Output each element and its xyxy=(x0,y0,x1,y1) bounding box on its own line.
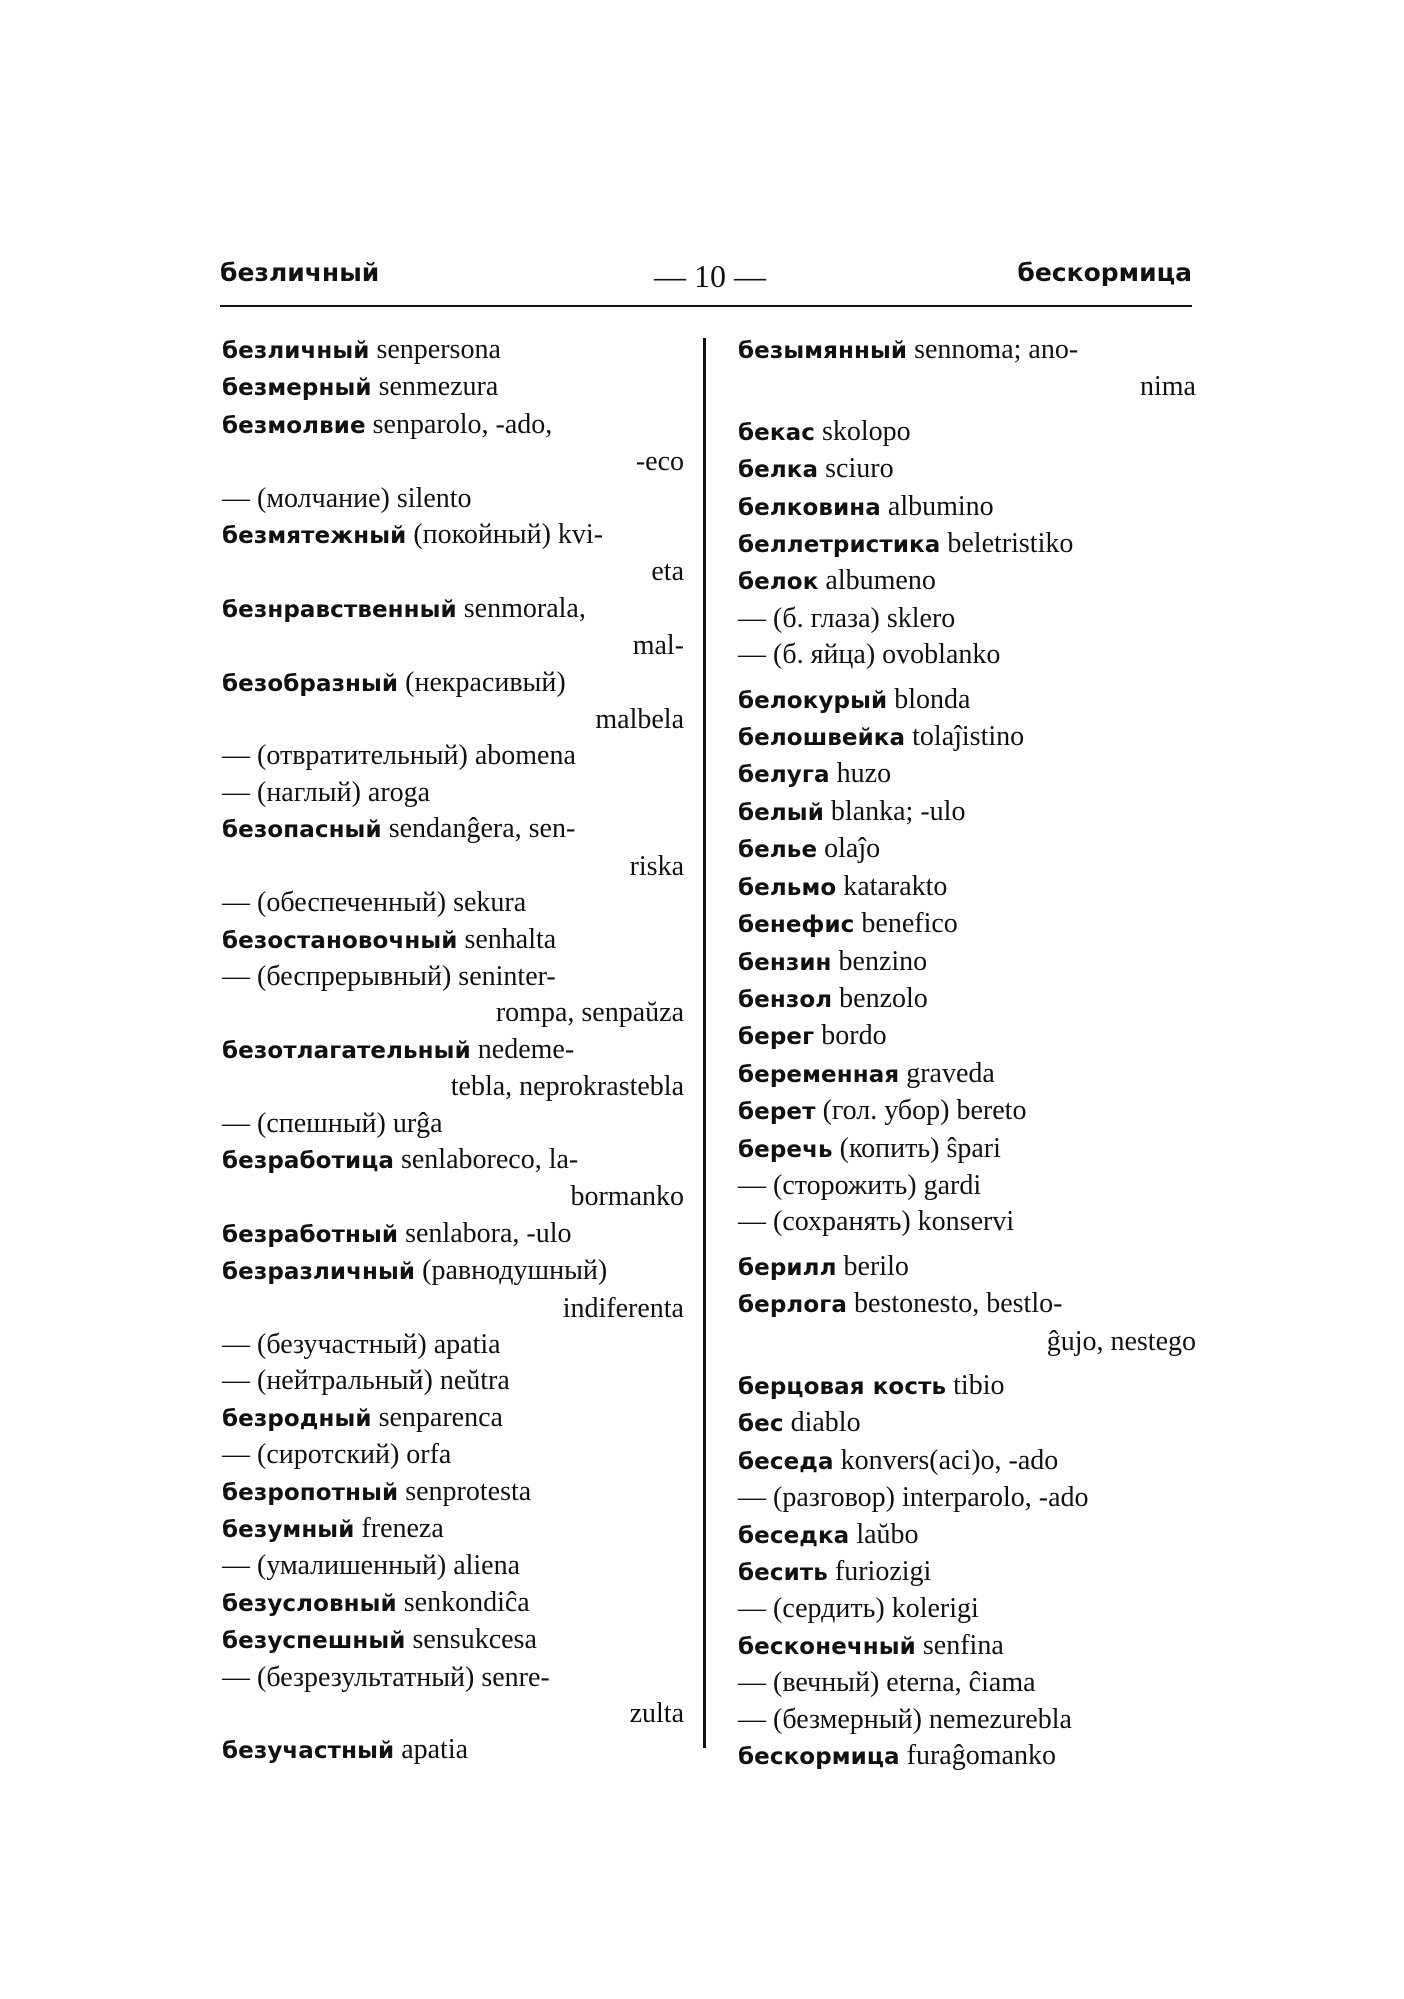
definition: — (разговор) interparolo, -ado xyxy=(738,1482,1089,1514)
dictionary-entry xyxy=(222,1142,684,1216)
dictionary-entry xyxy=(738,1738,1196,1775)
dictionary-entry xyxy=(738,906,1196,943)
dictionary-entry xyxy=(222,811,684,885)
definition: blonda xyxy=(887,683,971,715)
definition: — (нейтральный) neŭtra xyxy=(222,1365,510,1397)
dictionary-entry xyxy=(222,407,684,481)
definition: — (безмерный) nemezurebla xyxy=(738,1703,1072,1735)
dictionary-entry xyxy=(738,489,1196,526)
dictionary-entry xyxy=(738,944,1196,981)
definition: albumeno xyxy=(818,565,936,597)
headword: бенефис xyxy=(738,912,855,939)
dictionary-entry xyxy=(738,526,1196,563)
definition-continuation: zulta xyxy=(629,1698,684,1730)
definition: beletristiko xyxy=(940,528,1074,560)
definition: — (б. глаза) sklero xyxy=(738,602,956,634)
headword: белка xyxy=(738,457,819,484)
dictionary-entry xyxy=(222,1032,684,1106)
dictionary-entry xyxy=(222,738,684,774)
headword: безработица xyxy=(222,1147,394,1174)
headword: безучастный xyxy=(222,1738,395,1765)
running-head xyxy=(220,258,1192,298)
definition: senlaboreco, la- xyxy=(393,1143,579,1175)
definition: diablo xyxy=(783,1407,861,1439)
definition: blanka; -ulo xyxy=(823,795,966,827)
dictionary-entry xyxy=(738,831,1196,868)
dictionary-entry xyxy=(738,563,1196,600)
definition: bordo xyxy=(814,1020,887,1052)
definition: furaĝomanko xyxy=(899,1740,1056,1772)
definition: senfina xyxy=(915,1629,1004,1661)
dictionary-entry xyxy=(738,1056,1196,1093)
headword: беллетристика xyxy=(738,532,941,559)
definition: senparenca xyxy=(371,1401,503,1433)
headword: бензин xyxy=(738,949,832,976)
definition: — (безучастный) apatia xyxy=(222,1328,501,1360)
definition: tolaĵistino xyxy=(905,721,1025,753)
dictionary-entry xyxy=(738,1405,1196,1442)
headword: белошвейка xyxy=(738,725,906,752)
definition: — (отвратительный) abomena xyxy=(222,740,576,772)
dictionary-entry xyxy=(222,1400,684,1437)
dictionary-entry xyxy=(222,1216,684,1253)
definition-continuation: eta xyxy=(651,556,684,588)
headword: безусловный xyxy=(222,1590,397,1617)
definition: huzo xyxy=(829,758,892,790)
dictionary-entry xyxy=(738,451,1196,488)
headword: беседа xyxy=(738,1448,834,1475)
definition: benefico xyxy=(854,908,958,940)
definition: (некрасивый) xyxy=(398,666,566,698)
dictionary-entry xyxy=(738,756,1196,793)
definition: — (сиротский) orfa xyxy=(222,1439,452,1471)
running-head-first-word: безличный xyxy=(220,258,380,287)
definition: olaĵo xyxy=(817,833,881,865)
dictionary-entry xyxy=(738,1628,1196,1665)
dictionary-entry xyxy=(222,481,684,517)
definition: — (безрезультатный) senre- xyxy=(222,1661,550,1693)
dictionary-entry xyxy=(222,1106,684,1142)
definition: tibio xyxy=(946,1369,1005,1401)
headword: беседка xyxy=(738,1522,850,1549)
headword: берег xyxy=(738,1024,815,1051)
dictionary-entry xyxy=(738,332,1196,406)
headword: безуспешный xyxy=(222,1628,406,1655)
left-column xyxy=(222,332,684,1770)
definition-continuation: tebla, neprokrastebla xyxy=(450,1071,684,1103)
headword: безработный xyxy=(222,1221,399,1248)
headword: бесконечный xyxy=(738,1633,916,1660)
dictionary-entry xyxy=(222,1732,684,1769)
headword: берлога xyxy=(738,1292,848,1319)
definition: konvers(aci)o, -ado xyxy=(833,1444,1059,1476)
definition: freneza xyxy=(354,1513,444,1544)
dictionary-entry xyxy=(738,1517,1196,1554)
dictionary-entry xyxy=(738,1702,1196,1738)
dictionary-entry xyxy=(222,885,684,921)
dictionary-entry xyxy=(222,775,684,811)
headword: белок xyxy=(738,569,819,596)
definition: — (наглый) aroga xyxy=(222,776,431,808)
dictionary-entry xyxy=(222,1437,684,1473)
definition: bestonesto, bestlo- xyxy=(847,1288,1063,1320)
definition-continuation: ĝujo, nestego xyxy=(1046,1325,1196,1357)
definition: senlabora, -ulo xyxy=(398,1217,572,1249)
dictionary-entry xyxy=(222,1660,684,1733)
definition: senmorala, xyxy=(456,592,586,624)
page-number: — 10 — xyxy=(654,258,766,294)
headword: белуга xyxy=(738,762,830,789)
definition: (копить) ŝpari xyxy=(832,1132,1001,1164)
definition-continuation: malbela xyxy=(595,704,684,736)
definition: — (молчание) silento xyxy=(222,482,472,514)
definition: senpersona xyxy=(369,334,501,365)
dictionary-entry xyxy=(222,369,684,406)
dictionary-entry xyxy=(738,1249,1196,1286)
dictionary-entry xyxy=(738,1480,1196,1516)
dictionary-entry xyxy=(738,414,1196,451)
definition: — (беспрерывный) seninter- xyxy=(222,960,556,992)
definition: skolopo xyxy=(814,415,911,447)
definition: senparolo, -ado, xyxy=(365,408,553,440)
dictionary-entry xyxy=(738,1168,1196,1204)
definition: — (вечный) eterna, ĉiama xyxy=(738,1667,1036,1699)
definition: furiozigi xyxy=(827,1556,932,1587)
headword: безразличный xyxy=(222,1259,416,1286)
definition-continuation: rompa, senpaŭza xyxy=(495,997,684,1029)
definition: katarakto xyxy=(836,870,948,902)
headword: белковина xyxy=(738,494,881,521)
definition-continuation: bormanko xyxy=(570,1181,684,1213)
dictionary-entry xyxy=(222,1622,684,1659)
running-head-last-word: бескормица xyxy=(1017,258,1192,287)
column-divider xyxy=(703,338,706,1748)
headword: бензол xyxy=(738,986,833,1013)
headword: безмерный xyxy=(222,375,372,402)
headword: бес xyxy=(738,1411,784,1438)
headword: безымянный xyxy=(738,338,908,364)
dictionary-entry xyxy=(222,665,684,739)
dictionary-entry xyxy=(738,1286,1196,1360)
headword: безотлагательный xyxy=(222,1037,471,1064)
definition-continuation: indiferenta xyxy=(562,1292,684,1324)
definition: laŭbo xyxy=(849,1518,919,1550)
dictionary-entry xyxy=(738,719,1196,756)
definition: albumino xyxy=(880,490,994,522)
definition-continuation: -eco xyxy=(635,446,684,478)
dictionary-entry xyxy=(738,637,1196,673)
definition: (равнодушный) xyxy=(415,1255,608,1287)
dictionary-entry xyxy=(222,959,684,1032)
definition: sennoma; ano- xyxy=(907,334,1079,365)
definition: (покойный) kvi- xyxy=(406,519,604,551)
definition: senhalta xyxy=(457,923,557,955)
definition: senprotesta xyxy=(398,1475,532,1507)
dictionary-entry xyxy=(738,601,1196,637)
headword: бекас xyxy=(738,419,815,446)
definition-continuation: mal- xyxy=(632,630,684,662)
header-rule xyxy=(220,305,1192,307)
definition: sciuro xyxy=(818,453,894,485)
dictionary-entry xyxy=(738,1443,1196,1480)
definition: — (спешный) urĝa xyxy=(222,1107,443,1139)
dictionary-entry xyxy=(738,1368,1196,1405)
headword: бельмо xyxy=(738,874,837,901)
right-column xyxy=(738,332,1196,1775)
dictionary-entry xyxy=(738,1554,1196,1591)
dictionary-entry xyxy=(222,1548,684,1584)
headword: безличный xyxy=(222,338,370,364)
dictionary-entry xyxy=(738,869,1196,906)
headword: безмолвие xyxy=(222,412,366,439)
headword: безнравственный xyxy=(222,596,457,623)
headword: бескормица xyxy=(738,1744,900,1771)
definition: senmezura xyxy=(371,371,499,403)
headword: безопасный xyxy=(222,817,382,844)
definition: sendanĝera, sen- xyxy=(381,813,576,845)
dictionary-entry xyxy=(222,1363,684,1399)
definition: senkondiĉa xyxy=(396,1586,530,1618)
definition: benzino xyxy=(831,945,928,977)
definition: — (обеспеченный) sekura xyxy=(222,887,527,919)
headword: бесить xyxy=(738,1560,828,1586)
definition: (гол. убор) bereto xyxy=(815,1095,1027,1127)
definition: sensukcesa xyxy=(405,1624,537,1656)
definition: benzolo xyxy=(832,982,928,1014)
dictionary-entry xyxy=(738,1591,1196,1627)
dictionary-entry xyxy=(738,1665,1196,1701)
headword: безмятежный xyxy=(222,523,407,550)
headword: белье xyxy=(738,837,818,864)
dictionary-entry xyxy=(222,922,684,959)
dictionary-entry xyxy=(222,591,684,665)
headword: безропотный xyxy=(222,1479,399,1506)
headword: безобразный xyxy=(222,670,399,697)
dictionary-entry xyxy=(738,1093,1196,1130)
headword: беречь xyxy=(738,1136,833,1163)
headword: безумный xyxy=(222,1517,355,1543)
definition: apatia xyxy=(394,1734,469,1766)
definition: — (сердить) kolerigi xyxy=(738,1593,979,1625)
definition-continuation: nima xyxy=(1140,371,1196,403)
dictionary-entry xyxy=(222,517,684,591)
dictionary-entry xyxy=(222,332,684,369)
dictionary-entry xyxy=(222,1327,684,1363)
headword: берцовая кость xyxy=(738,1373,947,1400)
dictionary-entry xyxy=(222,1585,684,1622)
headword: белый xyxy=(738,799,824,826)
definition: berilo xyxy=(836,1250,909,1282)
dictionary-entry xyxy=(738,1204,1196,1240)
dictionary-entry xyxy=(222,1474,684,1511)
definition: — (сторожить) gardi xyxy=(738,1169,982,1201)
definition: — (сохранять) konservi xyxy=(738,1206,1015,1238)
headword: безостановочный xyxy=(222,927,458,954)
definition: — (б. яйца) ovoblanko xyxy=(738,639,1001,671)
dictionary-entry xyxy=(222,1253,684,1327)
headword: беременная xyxy=(738,1061,900,1088)
definition: — (умалишенный) aliena xyxy=(222,1550,521,1582)
headword: берилл xyxy=(738,1254,837,1281)
dictionary-entry xyxy=(222,1511,684,1548)
dictionary-entry xyxy=(738,1018,1196,1055)
definition: nedeme- xyxy=(470,1033,575,1065)
dictionary-entry xyxy=(738,682,1196,719)
headword: берет xyxy=(738,1099,816,1126)
dictionary-entry xyxy=(738,981,1196,1018)
dictionary-entry xyxy=(738,794,1196,831)
definition-continuation: riska xyxy=(629,850,684,882)
headword: безродный xyxy=(222,1405,372,1432)
headword: белокурый xyxy=(738,687,888,714)
definition: graveda xyxy=(899,1057,995,1089)
dictionary-entry xyxy=(738,1131,1196,1168)
